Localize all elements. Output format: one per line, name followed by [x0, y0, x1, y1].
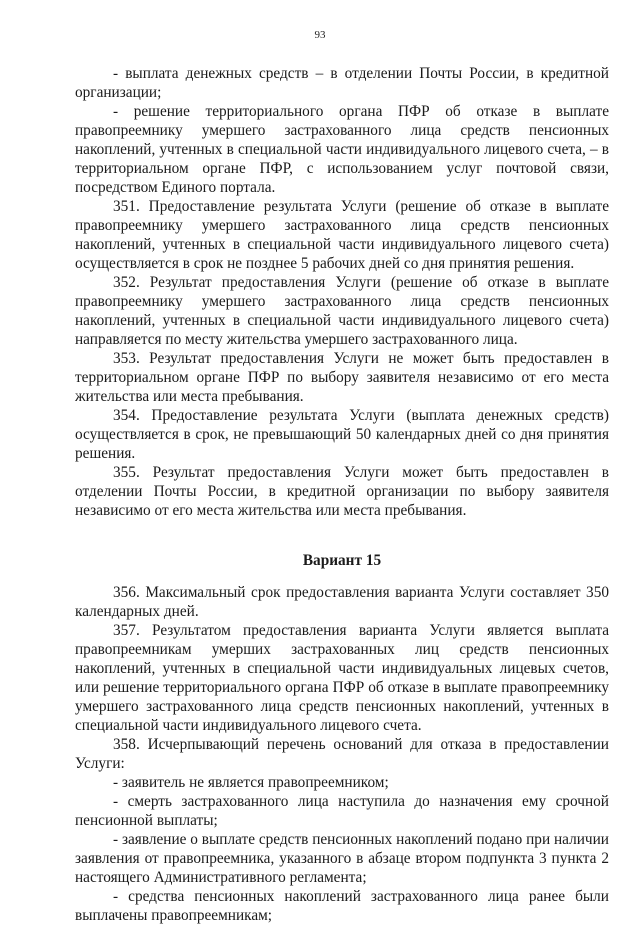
paragraph-352: 352. Результат предоставления Услуги (решение об отказе в выплате правопреемнику умершего застрахованного лица средств пенсионных накоплений, учтенных в специальной части индивидуального лицевого счета) направляется по месту жительства умершего застрахованного лица. [75, 274, 609, 348]
paragraph-item-2: - решение территориального органа ПФР об отказе в выплате правопреемнику умершего застрахованного лица средств пенсионных накоплений, учтенных в специальной части индивидуального лицевого счета, – в территориальном органе ПФР, с использованием услуг почтовой связи, посредством Единого портала. [75, 103, 609, 196]
paragraph-358: 358. Исчерпывающий перечень оснований для отказа в предоставлении Услуги: [75, 736, 609, 772]
page-number: 93 [314, 29, 326, 41]
paragraph-356: 356. Максимальный срок предоставления варианта Услуги составляет 350 календарных дней. [75, 584, 609, 620]
list-item-4: - средства пенсионных накоплений застрахованного лица ранее были выплачены правопреемникам; [75, 888, 609, 924]
paragraph-item-1: - выплата денежных средств – в отделении Почты России, в кредитной организации; [75, 65, 609, 101]
paragraph-351: 351. Предоставление результата Услуги (решение об отказе в выплате правопреемнику умершего застрахованного лица средств пенсионных накоплений, учтенных в специальной части индивидуального лицевого счета) осуществляется в срок не позднее 5 рабочих дней со дня принятия решения. [75, 198, 609, 272]
list-item-3: - заявление о выплате средств пенсионных накоплений подано при наличии заявления от правопреемника, указанного в абзаце втором подпункта 3 пункта 2 настоящего Административного регламента; [75, 831, 609, 886]
section-heading: Вариант 15 [302, 552, 382, 569]
paragraph-355: 355. Результат предоставления Услуги может быть предоставлен в отделении Почты России, в кредитной организации по выбору заявителя независимо от его места жительства или места пребывания. [75, 464, 609, 519]
paragraph-357: 357. Результатом предоставления варианта Услуги является выплата правопреемникам умерших застрахованных лиц средств пенсионных накоплений, учтенных в специальной части индивидуальных лицевых счетов, или решение территориального органа ПФР об отказе в выплате правопреемнику умершего застрахованного лица средств пенсионных накоплений, учтенных в специальной части индивидуального лицевого счета. [75, 622, 609, 734]
document-body [75, 64, 609, 925]
list-item-2: - смерть застрахованного лица наступила до назначения ему срочной пенсионной выплаты; [75, 793, 609, 829]
list-item-1: - заявитель не является правопреемником; [113, 774, 389, 791]
paragraph-353: 353. Результат предоставления Услуги не может быть предоставлен в территориальном органе ПФР по выбору заявителя независимо от его места жительства или места пребывания. [75, 350, 609, 405]
paragraph-354: 354. Предоставление результата Услуги (выплата денежных средств) осуществляется в срок, не превышающий 50 календарных дней со дня принятия решения. [75, 407, 609, 462]
